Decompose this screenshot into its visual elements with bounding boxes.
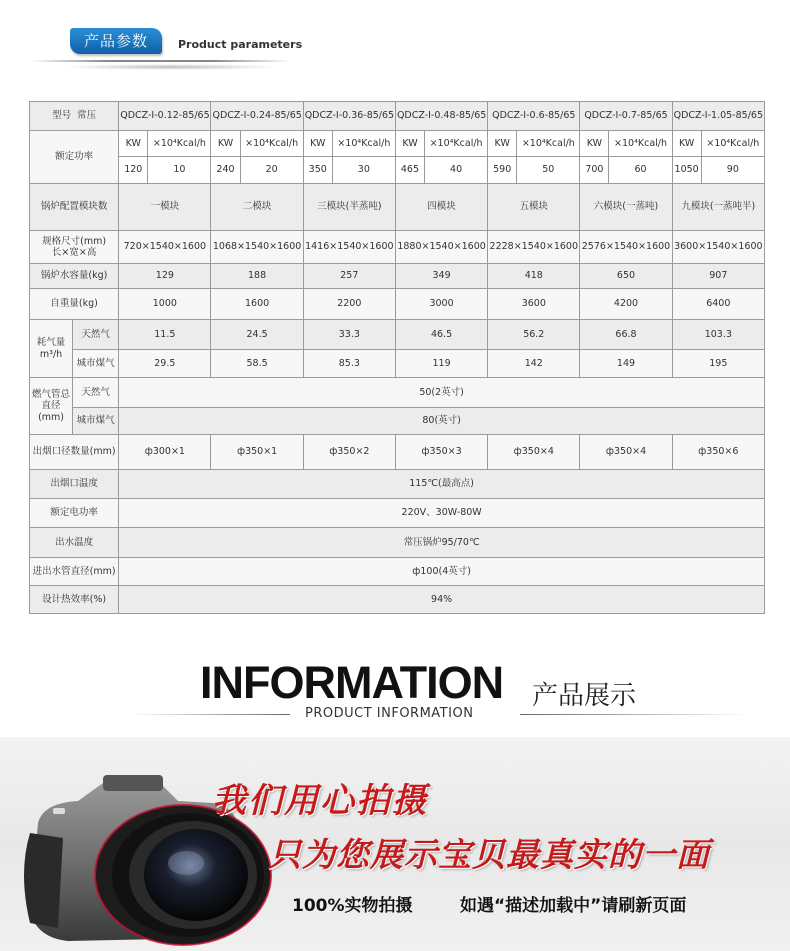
rated-power-label: 额定功率: [30, 131, 119, 184]
info-title-cn: 产品展示: [532, 681, 637, 711]
efficiency-label: 设计热效率(%): [30, 586, 119, 614]
header-badge: 产品参数: [70, 28, 162, 54]
row-water-capacity: [30, 264, 765, 289]
model-cell: QDCZ-Ⅰ-0.48-85/65: [395, 102, 487, 131]
row-city-gas: [30, 350, 765, 378]
kcal-value: 90: [701, 157, 764, 184]
modules-cell: 五模块: [488, 184, 580, 231]
unit-kw: KW: [580, 131, 609, 157]
city-gas-label: 城市煤气: [73, 350, 119, 378]
natural-gas-cell: 33.3: [303, 320, 395, 350]
city-gas-cell: 29.5: [119, 350, 211, 378]
banner-headline-2: 只为您展示宝贝最真实的一面: [268, 835, 710, 874]
flue-temp-value: 115℃(最高点): [119, 470, 765, 499]
kw-value: 1050: [672, 157, 701, 184]
gas-pipe-label: 燃气管总 直径(mm): [30, 378, 73, 435]
kw-value: 465: [395, 157, 424, 184]
unit-kcal: ×10⁴Kcal/h: [240, 131, 303, 157]
pipe-io-value: ф100(4英寸): [119, 558, 765, 586]
row-efficiency: [30, 586, 765, 614]
unit-kw: KW: [211, 131, 240, 157]
kw-value: 700: [580, 157, 609, 184]
kw-value: 240: [211, 157, 240, 184]
weight-cell: 1600: [211, 289, 303, 320]
flue-qty-cell: ф350×3: [395, 435, 487, 470]
section-header-params: [30, 22, 330, 74]
kw-value: 120: [119, 157, 148, 184]
row-size: [30, 231, 765, 264]
banner-note-refresh: 如遇“描述加载中”请刷新页面: [460, 896, 687, 916]
modules-cell: 一模块: [119, 184, 211, 231]
weight-cell: 3600: [488, 289, 580, 320]
natural-gas-cell: 66.8: [580, 320, 672, 350]
model-cell: QDCZ-Ⅰ-0.24-85/65: [211, 102, 303, 131]
unit-kw: KW: [488, 131, 517, 157]
size-cell: 1068×1540×1600: [211, 231, 303, 264]
pipe-city-value: 80(英寸): [119, 408, 765, 435]
modules-cell: 四模块: [395, 184, 487, 231]
weight-cell: 6400: [672, 289, 764, 320]
size-cell: 2228×1540×1600: [488, 231, 580, 264]
water-cell: 907: [672, 264, 764, 289]
model-cell: QDCZ-Ⅰ-1.05-85/65: [672, 102, 764, 131]
natural-gas-label: 天然气: [73, 320, 119, 350]
city-gas-cell: 142: [488, 350, 580, 378]
unit-kcal: ×10⁴Kcal/h: [148, 131, 211, 157]
unit-kcal: ×10⁴Kcal/h: [701, 131, 764, 157]
water-cell: 349: [395, 264, 487, 289]
weight-label: 自重量(kg): [30, 289, 119, 320]
header-title-en: Product parameters: [178, 38, 303, 51]
flue-qty-cell: ф350×4: [488, 435, 580, 470]
flue-qty-cell: ф350×6: [672, 435, 764, 470]
elec-value: 220V、30W-80W: [119, 499, 765, 528]
city-gas-label: 城市煤气: [73, 408, 119, 435]
size-cell: 2576×1540×1600: [580, 231, 672, 264]
unit-kw: KW: [672, 131, 701, 157]
pipe-natural-value: 50(2英寸): [119, 378, 765, 408]
unit-kw: KW: [395, 131, 424, 157]
row-water-temp: [30, 528, 765, 558]
row-flue-qty: [30, 435, 765, 470]
row-elec: [30, 499, 765, 528]
weight-cell: 3000: [395, 289, 487, 320]
kcal-value: 30: [332, 157, 395, 184]
size-cell: 1416×1540×1600: [303, 231, 395, 264]
natural-gas-cell: 46.5: [395, 320, 487, 350]
efficiency-value: 94%: [119, 586, 765, 614]
unit-kcal: ×10⁴Kcal/h: [517, 131, 580, 157]
info-divider-left: [130, 714, 290, 715]
water-temp-value: 常压锅炉95/70℃: [119, 528, 765, 558]
water-capacity-label: 锅炉水容量(kg): [30, 264, 119, 289]
unit-kcal: ×10⁴Kcal/h: [332, 131, 395, 157]
natural-gas-cell: 103.3: [672, 320, 764, 350]
row-natural-gas: [30, 320, 765, 350]
weight-cell: 2200: [303, 289, 395, 320]
city-gas-cell: 195: [672, 350, 764, 378]
flue-qty-cell: ф350×4: [580, 435, 672, 470]
row-model: [30, 102, 765, 131]
natural-gas-cell: 56.2: [488, 320, 580, 350]
kcal-value: 10: [148, 157, 211, 184]
natural-gas-label: 天然气: [73, 378, 119, 408]
model-label-cell: 型号 常压: [30, 102, 119, 131]
info-divider-right: [520, 714, 750, 715]
header-divider: [30, 60, 290, 62]
model-cell: QDCZ-Ⅰ-0.12-85/65: [119, 102, 211, 131]
unit-kw: KW: [303, 131, 332, 157]
row-flue-temp: [30, 470, 765, 499]
info-subtitle: PRODUCT INFORMATION: [305, 706, 474, 721]
flue-temp-label: 出烟口温度: [30, 470, 119, 499]
water-cell: 257: [303, 264, 395, 289]
unit-kcal: ×10⁴Kcal/h: [609, 131, 672, 157]
city-gas-cell: 119: [395, 350, 487, 378]
banner-headline-1: 我们用心拍摄: [212, 781, 428, 821]
flue-qty-cell: ф350×1: [211, 435, 303, 470]
flue-qty-label: 出烟口径数量(mm): [30, 435, 119, 470]
weight-cell: 1000: [119, 289, 211, 320]
flue-qty-cell: ф350×2: [303, 435, 395, 470]
row-pipe-city: [30, 408, 765, 435]
modules-label: 锅炉配置模块数: [30, 184, 119, 231]
model-cell: QDCZ-Ⅰ-0.6-85/65: [488, 102, 580, 131]
gas-consumption-label: 耗气量 m³/h: [30, 320, 73, 378]
banner-note-real-photo: 100%实物拍摄: [292, 896, 413, 916]
city-gas-cell: 149: [580, 350, 672, 378]
kw-value: 350: [303, 157, 332, 184]
size-cell: 1880×1540×1600: [395, 231, 487, 264]
modules-cell: 三模块(半蒸吨): [303, 184, 395, 231]
row-pipe-natural: [30, 378, 765, 408]
size-cell: 3600×1540×1600: [672, 231, 764, 264]
city-gas-cell: 58.5: [211, 350, 303, 378]
water-cell: 418: [488, 264, 580, 289]
water-temp-label: 出水温度: [30, 528, 119, 558]
row-pipe-io: [30, 558, 765, 586]
size-label: 规格尺寸(mm) 长×宽×高: [30, 231, 119, 264]
row-rated-power-units: [30, 131, 765, 157]
row-modules: [30, 184, 765, 231]
kcal-value: 60: [609, 157, 672, 184]
water-cell: 129: [119, 264, 211, 289]
natural-gas-cell: 11.5: [119, 320, 211, 350]
unit-kcal: ×10⁴Kcal/h: [425, 131, 488, 157]
kcal-value: 50: [517, 157, 580, 184]
pipe-io-label: 进出水管直径(mm): [30, 558, 119, 586]
kcal-value: 20: [240, 157, 303, 184]
model-cell: QDCZ-Ⅰ-0.7-85/65: [580, 102, 672, 131]
spec-table: [29, 101, 765, 614]
row-rated-power-values: [30, 157, 765, 184]
header-shadow: [60, 64, 280, 70]
modules-cell: 六模块(一蒸吨): [580, 184, 672, 231]
elec-label: 额定电功率: [30, 499, 119, 528]
model-cell: QDCZ-Ⅰ-0.36-85/65: [303, 102, 395, 131]
kcal-value: 40: [425, 157, 488, 184]
weight-cell: 4200: [580, 289, 672, 320]
flue-qty-cell: ф300×1: [119, 435, 211, 470]
info-title: INFORMATION: [200, 657, 504, 708]
unit-kw: KW: [119, 131, 148, 157]
modules-cell: 二模块: [211, 184, 303, 231]
size-cell: 720×1540×1600: [119, 231, 211, 264]
modules-cell: 九模块(一蒸吨半): [672, 184, 764, 231]
natural-gas-cell: 24.5: [211, 320, 303, 350]
water-cell: 650: [580, 264, 672, 289]
kw-value: 590: [488, 157, 517, 184]
water-cell: 188: [211, 264, 303, 289]
row-weight: [30, 289, 765, 320]
city-gas-cell: 85.3: [303, 350, 395, 378]
photo-banner: [0, 737, 790, 951]
